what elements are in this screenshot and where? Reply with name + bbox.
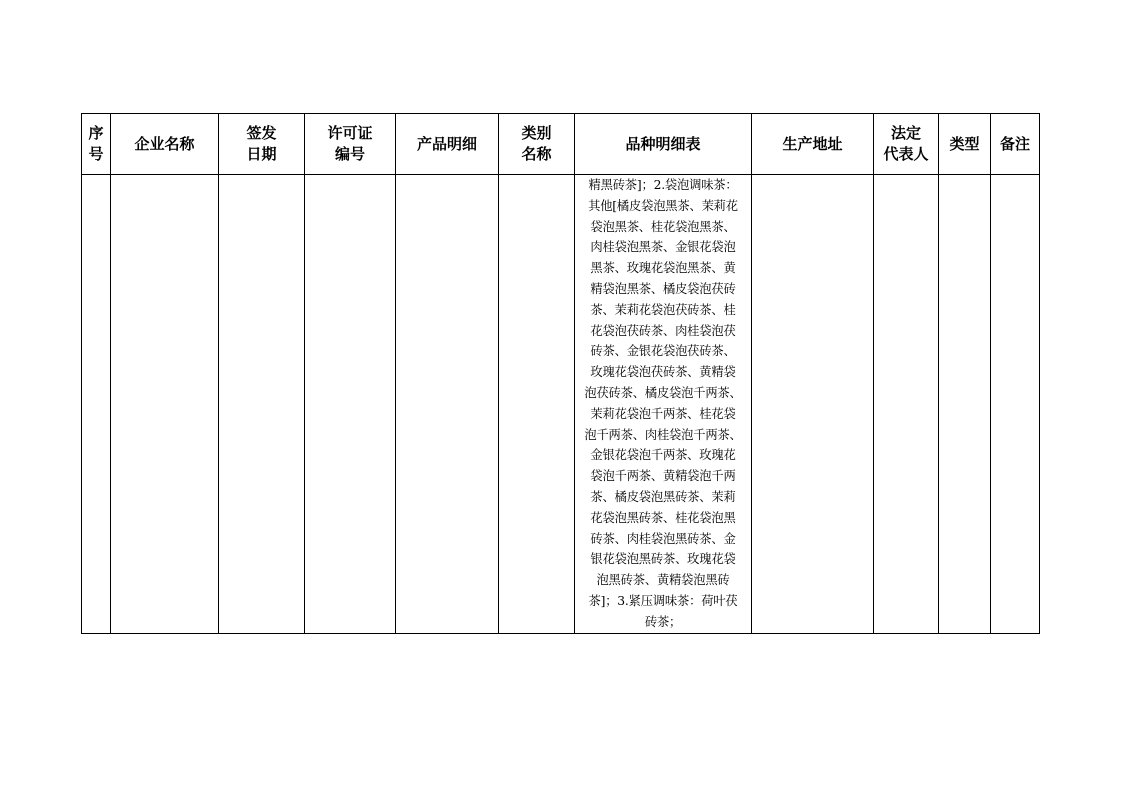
variety-line: 精黑砖茶]；2.袋泡调味茶： <box>588 178 738 192</box>
cell-address <box>752 175 874 634</box>
header-variety-detail <box>575 114 752 175</box>
variety-line: 砖茶、肉桂袋泡黑砖茶、金 <box>590 531 736 546</box>
header-issue-date-line-2: 日期 <box>246 145 277 163</box>
variety-line: 袋泡黑茶、桂花袋泡黑茶、 <box>590 219 736 234</box>
header-category-name <box>499 114 575 175</box>
cell-product-detail <box>396 175 499 634</box>
variety-line: 茶]；3.紧压调味茶：荷叶茯 <box>588 593 738 608</box>
header-legal-rep-line-2: 代表人 <box>883 145 929 163</box>
header-legal-rep-line-1: 法定 <box>890 124 921 142</box>
header-product-detail-line-1: 产品明细 <box>416 134 477 153</box>
header-license-no <box>305 114 396 175</box>
header-variety-detail-line-1: 品种明细表 <box>625 134 701 153</box>
variety-line: 玫瑰花袋泡茯砖茶、黄精袋 <box>590 365 736 380</box>
variety-line: 茶、橘皮袋泡黑砖茶、茉莉 <box>590 489 736 504</box>
variety-line: 黑茶、玫瑰花袋泡黑茶、黄 <box>590 261 736 276</box>
header-address <box>752 114 874 175</box>
variety-line: 精袋泡黑茶、橘皮袋泡茯砖 <box>590 281 736 296</box>
cell-license-no <box>305 175 396 634</box>
header-company-line-1: 企业名称 <box>134 134 195 153</box>
cell-issue-date <box>219 175 305 634</box>
header-license-no-line-2: 编号 <box>334 145 365 163</box>
header-category-name-line-1: 类别 <box>521 124 552 142</box>
variety-line: 花袋泡茯砖茶、肉桂袋泡茯 <box>590 323 736 338</box>
variety-line: 袋泡千两茶、黄精袋泡千两 <box>590 469 736 484</box>
variety-line: 泡千两茶、肉桂袋泡千两茶、 <box>584 427 742 442</box>
variety-line: 花袋泡黑砖茶、桂花袋泡黑 <box>590 510 736 525</box>
header-company <box>111 114 219 175</box>
cell-remarks <box>991 175 1040 634</box>
header-seq-line-2: 号 <box>88 145 104 163</box>
table-row <box>82 175 1040 634</box>
variety-line: 砖茶； <box>644 614 682 629</box>
header-remarks <box>991 114 1040 175</box>
variety-line: 泡茯砖茶、橘皮袋泡千两茶、 <box>584 385 742 400</box>
variety-line: 砖茶、金银花袋泡茯砖茶、 <box>590 344 736 359</box>
cell-seq <box>82 175 111 634</box>
header-address-line-1: 生产地址 <box>782 134 843 153</box>
header-issue-date <box>219 114 305 175</box>
header-issue-date-line-1: 签发 <box>246 124 277 142</box>
variety-line: 茶、茉莉花袋泡茯砖茶、桂 <box>590 302 736 317</box>
header-seq-line-1: 序 <box>88 124 104 142</box>
cell-variety-detail <box>575 175 752 634</box>
cell-company <box>111 175 219 634</box>
cell-legal-rep <box>874 175 939 634</box>
cell-category-name <box>499 175 575 634</box>
variety-line: 银花袋泡黑砖茶、玫瑰花袋 <box>590 552 736 567</box>
variety-line: 金银花袋泡千两茶、玫瑰花 <box>590 448 736 463</box>
license-table <box>81 113 1040 634</box>
variety-line: 泡黑砖茶、黄精袋泡黑砖 <box>596 573 730 588</box>
header-row <box>82 114 1040 175</box>
variety-line: 肉桂袋泡黑茶、金银花袋泡 <box>590 240 736 255</box>
header-type-line-1: 类型 <box>949 134 980 153</box>
variety-line: 其他[橘皮袋泡黑茶、茉莉花 <box>588 198 738 213</box>
header-type <box>939 114 991 175</box>
header-category-name-line-2: 名称 <box>521 145 552 163</box>
header-legal-rep <box>874 114 939 175</box>
header-product-detail <box>396 114 499 175</box>
header-remarks-line-1: 备注 <box>999 134 1030 153</box>
header-license-no-line-1: 许可证 <box>327 124 373 142</box>
header-seq <box>82 114 111 175</box>
variety-line: 茉莉花袋泡千两茶、桂花袋 <box>590 406 736 421</box>
cell-type <box>939 175 991 634</box>
